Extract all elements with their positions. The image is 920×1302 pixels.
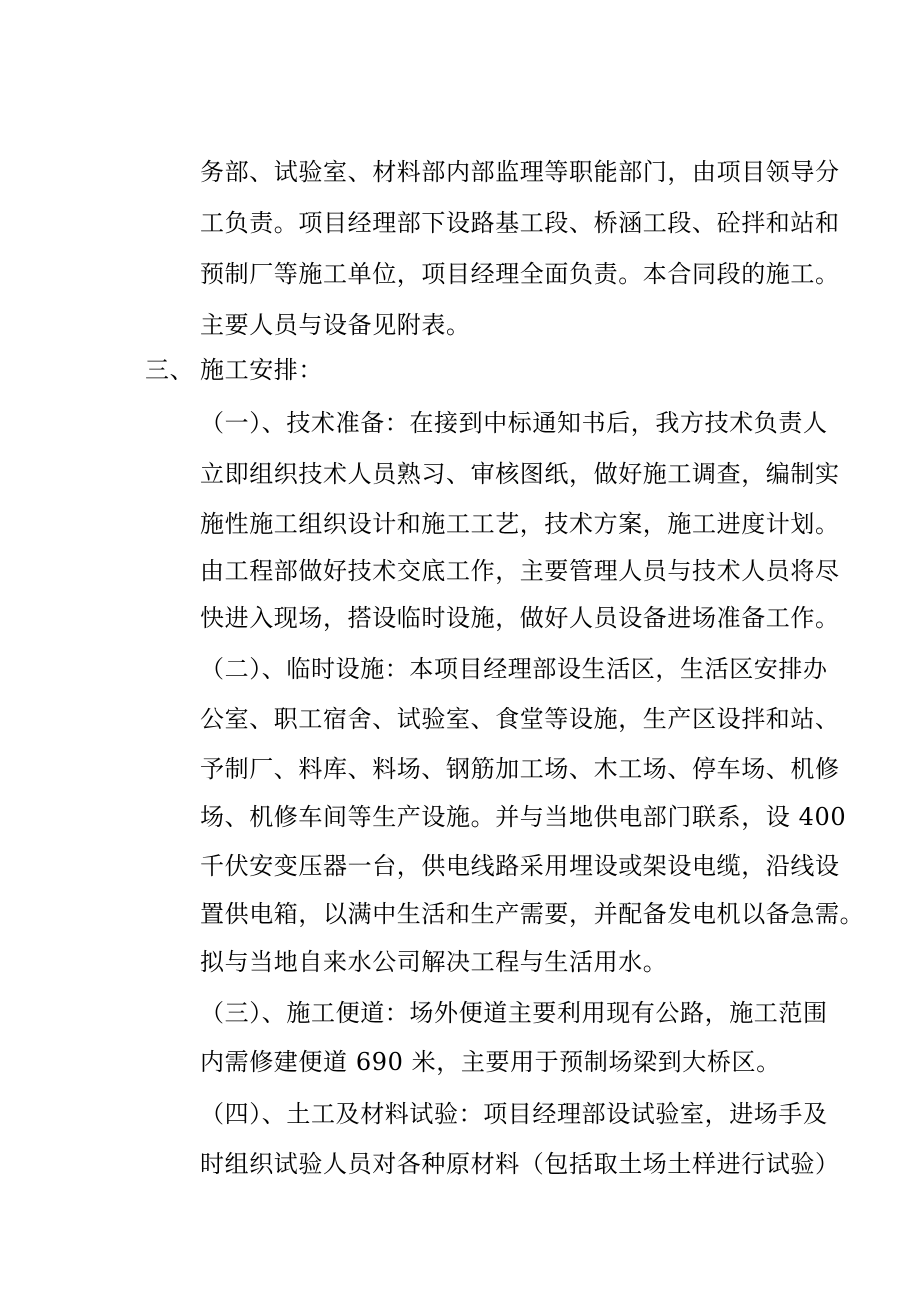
paragraph-line: 立即组织技术人员熟习、审核图纸，做好施工调查，编制实 [200,460,840,488]
paragraph-line: （一）、技术准备：在接到中标通知书后，我方技术负责人 [200,409,828,437]
paragraph-line: 时组织试验人员对各种原材料（包括取土场土样进行试验） [200,1150,840,1178]
paragraph-line: 场、机修车间等生产设施。并与当地供电部门联系，设 400 [200,803,847,831]
paragraph-line: （四）、土工及材料试验：项目经理部设试验室，进场手及 [200,1100,828,1128]
paragraph-line: （二）、临时设施：本项目经理部设生活区，生活区安排办 [200,655,828,683]
paragraph-line: 施性施工组织设计和施工工艺，技术方案，施工进度计划。 [200,510,840,538]
paragraph-line: 拟与当地自来水公司解决工程与生活用水。 [200,948,668,976]
paragraph-line: 公室、职工宿舍、试验室、食堂等设施，生产区设拌和站、 [200,705,840,733]
paragraph-line: 工负责。项目经理部下设路基工段、桥涵工段、砼拌和站和 [200,209,840,237]
paragraph-line: 千伏安变压器一台，供电线路采用埋设或架设电缆，沿线设 [200,852,840,880]
paragraph-line: 主要人员与设备见附表。 [200,311,471,339]
paragraph-line: 预制厂等施工单位，项目经理全面负责。本合同段的施工。 [200,260,840,288]
paragraph-line: 置供电箱，以满中生活和生产需要，并配备发电机以备急需。 [200,900,865,928]
paragraph-line: 内需修建便道 690 米，主要用于预制场梁到大桥区。 [200,1048,781,1076]
paragraph-line: 快进入现场，搭设临时设施，做好人员设备进场准备工作。 [200,604,840,632]
paragraph-line: （三）、施工便道：场外便道主要利用现有公路，施工范围 [200,999,828,1027]
section-heading [145,356,765,384]
paragraph-line: 务部、试验室、材料部内部监理等职能部门，由项目领导分 [200,158,840,186]
paragraph-line: 由工程部做好技术交底工作，主要管理人员与技术人员将尽 [200,557,840,585]
section-title: 施工安排： [200,356,323,384]
paragraph-line: 予制厂、料库、料场、钢筋加工场、木工场、停车场、机修 [200,755,840,783]
section-number: 三、 [145,356,195,384]
